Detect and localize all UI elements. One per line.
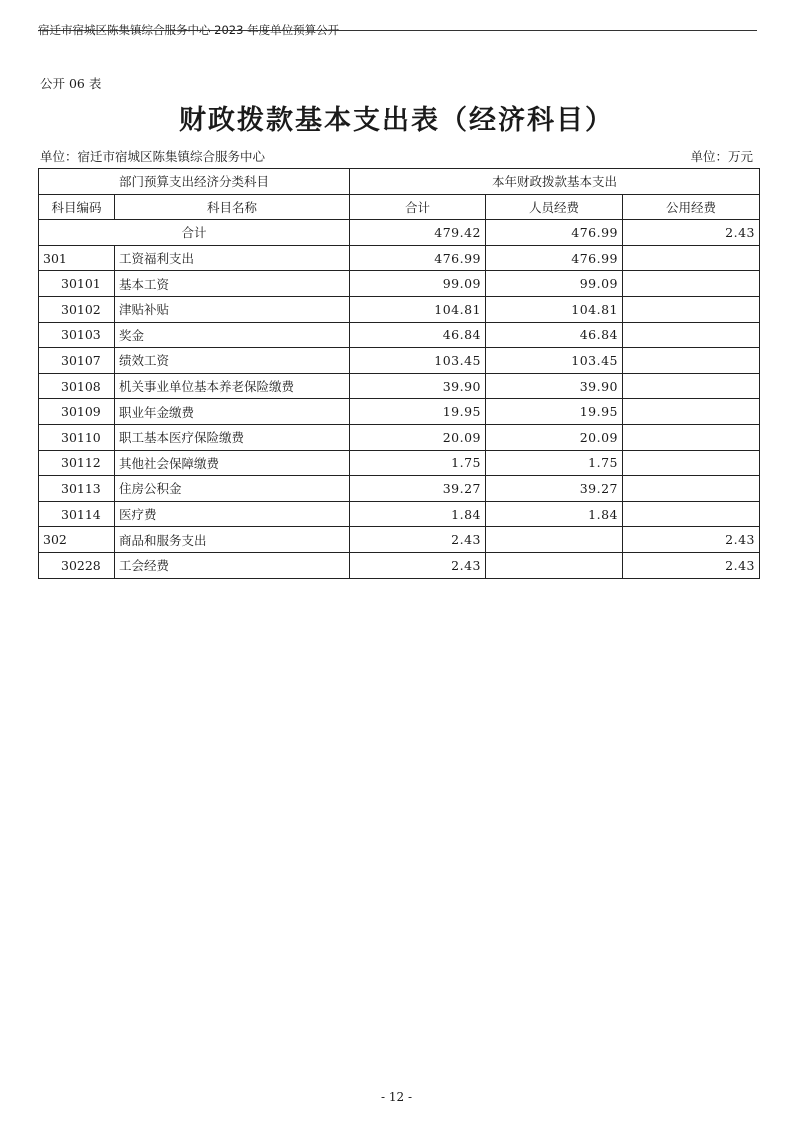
page-header: 宿迁市宿城区陈集镇综合服务中心 2023 年度单位预算公开 — [38, 23, 340, 37]
row-code: 30103 — [39, 322, 115, 348]
row-personnel — [486, 552, 623, 578]
table-row — [39, 271, 760, 297]
header-row-columns — [39, 194, 760, 220]
row-personnel: 1.75 — [486, 450, 623, 476]
row-public — [623, 322, 760, 348]
header-total: 合计 — [350, 194, 486, 220]
row-total: 1.84 — [350, 501, 486, 527]
row-name: 机关事业单位基本养老保险缴费 — [115, 373, 350, 399]
total-public: 2.43 — [623, 220, 760, 246]
row-public: 2.43 — [623, 552, 760, 578]
row-total: 104.81 — [350, 296, 486, 322]
row-code: 30114 — [39, 501, 115, 527]
row-name: 津贴补贴 — [115, 296, 350, 322]
table-row — [39, 296, 760, 322]
row-code: 30110 — [39, 424, 115, 450]
row-personnel: 19.95 — [486, 399, 623, 425]
row-total: 476.99 — [350, 245, 486, 271]
row-code: 30113 — [39, 476, 115, 502]
total-label: 合计 — [39, 220, 350, 246]
row-total: 2.43 — [350, 552, 486, 578]
total-row — [39, 220, 760, 246]
header-group-left: 部门预算支出经济分类科目 — [39, 169, 350, 195]
row-code: 30108 — [39, 373, 115, 399]
row-public — [623, 424, 760, 450]
table-row — [39, 501, 760, 527]
row-total: 19.95 — [350, 399, 486, 425]
budget-table — [38, 168, 760, 579]
row-public — [623, 296, 760, 322]
row-total: 46.84 — [350, 322, 486, 348]
row-personnel: 476.99 — [486, 245, 623, 271]
row-code: 30107 — [39, 348, 115, 374]
table-number: 公开 06 表 — [40, 76, 102, 91]
row-name: 工会经费 — [115, 552, 350, 578]
row-name: 其他社会保障缴费 — [115, 450, 350, 476]
header-public: 公用经费 — [623, 194, 760, 220]
row-total: 39.90 — [350, 373, 486, 399]
row-code: 30109 — [39, 399, 115, 425]
header-divider — [38, 30, 757, 31]
header-group-right: 本年财政拨款基本支出 — [350, 169, 760, 195]
row-public — [623, 399, 760, 425]
header-row-group — [39, 169, 760, 195]
row-public — [623, 245, 760, 271]
row-code: 30112 — [39, 450, 115, 476]
row-personnel: 46.84 — [486, 322, 623, 348]
row-public — [623, 501, 760, 527]
page-number: - 12 - — [380, 1090, 412, 1104]
row-code: 30228 — [39, 552, 115, 578]
row-personnel: 104.81 — [486, 296, 623, 322]
table-row — [39, 322, 760, 348]
row-code: 30102 — [39, 296, 115, 322]
row-code: 30101 — [39, 271, 115, 297]
currency-unit: 单位：万元 — [690, 149, 753, 164]
table-row — [39, 552, 760, 578]
row-personnel: 39.27 — [486, 476, 623, 502]
row-personnel: 39.90 — [486, 373, 623, 399]
header-name: 科目名称 — [115, 194, 350, 220]
row-name: 绩效工资 — [115, 348, 350, 374]
row-name: 奖金 — [115, 322, 350, 348]
row-total: 103.45 — [350, 348, 486, 374]
header-code: 科目编码 — [39, 194, 115, 220]
table-row — [39, 373, 760, 399]
row-name: 住房公积金 — [115, 476, 350, 502]
unit-name: 单位：宿迁市宿城区陈集镇综合服务中心 — [40, 149, 266, 164]
row-personnel: 1.84 — [486, 501, 623, 527]
row-code: 301 — [39, 245, 115, 271]
header-personnel: 人员经费 — [486, 194, 623, 220]
row-name: 职业年金缴费 — [115, 399, 350, 425]
row-public — [623, 271, 760, 297]
row-name: 商品和服务支出 — [115, 527, 350, 553]
row-name: 医疗费 — [115, 501, 350, 527]
table-row — [39, 245, 760, 271]
row-public: 2.43 — [623, 527, 760, 553]
row-personnel: 103.45 — [486, 348, 623, 374]
row-total: 2.43 — [350, 527, 486, 553]
table-row — [39, 476, 760, 502]
row-code: 302 — [39, 527, 115, 553]
row-total: 99.09 — [350, 271, 486, 297]
table-row — [39, 348, 760, 374]
row-personnel: 20.09 — [486, 424, 623, 450]
table-row — [39, 399, 760, 425]
row-total: 39.27 — [350, 476, 486, 502]
row-name: 工资福利支出 — [115, 245, 350, 271]
page-title: 财政拨款基本支出表（经济科目） — [179, 105, 614, 136]
table-row — [39, 450, 760, 476]
row-total: 20.09 — [350, 424, 486, 450]
row-public — [623, 450, 760, 476]
row-personnel: 99.09 — [486, 271, 623, 297]
table-row — [39, 424, 760, 450]
row-name: 职工基本医疗保险缴费 — [115, 424, 350, 450]
total-personnel: 476.99 — [486, 220, 623, 246]
row-name: 基本工资 — [115, 271, 350, 297]
total-total: 479.42 — [350, 220, 486, 246]
row-public — [623, 373, 760, 399]
row-personnel — [486, 527, 623, 553]
table-row — [39, 527, 760, 553]
row-public — [623, 348, 760, 374]
row-total: 1.75 — [350, 450, 486, 476]
row-public — [623, 476, 760, 502]
